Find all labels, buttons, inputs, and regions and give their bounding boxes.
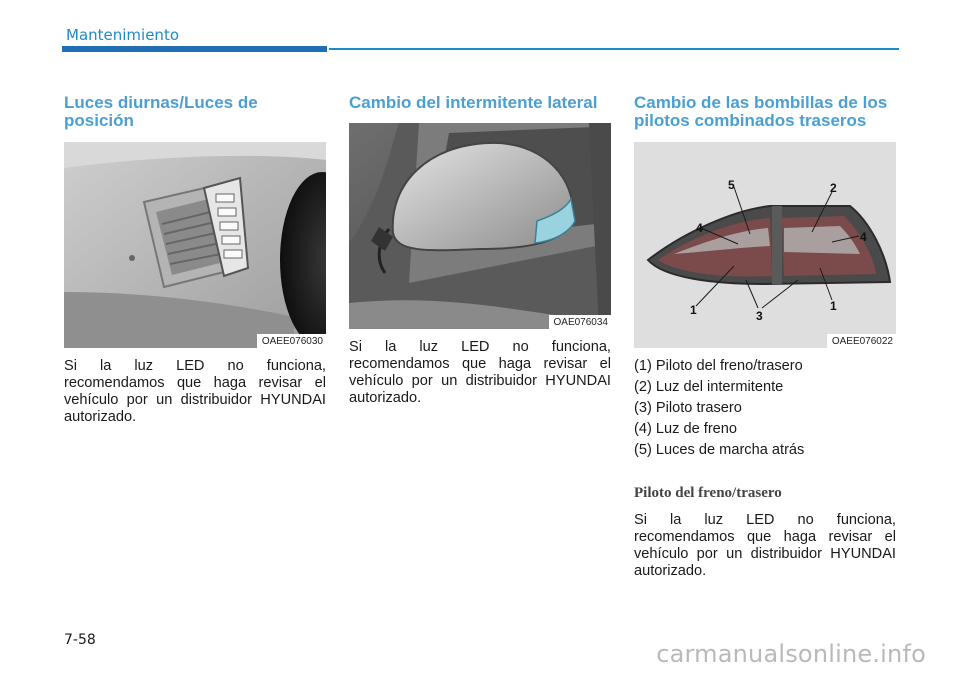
figure-caption: OAEE076022 <box>827 334 896 348</box>
figure-rear-combination-lamps <box>634 142 896 348</box>
callout-label: 4 <box>696 221 703 235</box>
column-daytime-lights <box>64 94 326 426</box>
legend-item: (3) Piloto trasero <box>634 400 742 416</box>
legend-item: (2) Luz del intermitente <box>634 379 784 395</box>
header-rule-thin <box>329 48 899 50</box>
watermark: carmanualsonline.info <box>656 640 926 668</box>
daytime-light-illustration <box>64 142 326 348</box>
mirror-indicator-illustration <box>349 123 611 329</box>
figure-caption: OAE076034 <box>549 315 612 329</box>
callout-label: 5 <box>728 178 735 192</box>
callout-label: 2 <box>830 181 837 195</box>
callout-label: 3 <box>756 309 763 323</box>
body-text: Si la luz LED no funciona, recomendamos que haga revisar el vehículo por un distribuidor HYUNDAI autorizado. <box>64 358 326 425</box>
legend-item: (4) Luz de freno <box>634 421 738 437</box>
page-number: 7-58 <box>64 632 96 648</box>
header-rule-thick <box>62 46 327 52</box>
column-title: Cambio del intermitente lateral <box>349 93 598 112</box>
callout-label: 4 <box>860 230 867 244</box>
rear-lamp-illustration <box>634 142 896 348</box>
body-text: Si la luz LED no funciona, recomendamos que haga revisar el vehículo por un distribuidor HYUNDAI autorizado. <box>349 339 611 406</box>
body-text: Si la luz LED no funciona, recomendamos que haga revisar el vehículo por un distribuidor HYUNDAI autorizado. <box>634 512 896 579</box>
column-title: Luces diurnas/Luces de posición <box>64 93 258 130</box>
callout-label: 1 <box>830 299 837 313</box>
figure-daytime-lights <box>64 142 326 348</box>
callout-label: 1 <box>690 303 697 317</box>
section-title: Mantenimiento <box>66 26 179 44</box>
subheading: Piloto del freno/trasero <box>634 485 782 501</box>
column-title: Cambio de las bombillas de los pilotos combinados traseros <box>634 93 888 130</box>
figure-caption: OAEE076030 <box>257 334 326 348</box>
legend-item: (1) Piloto del freno/trasero <box>634 358 803 374</box>
callout-legend <box>634 356 896 461</box>
column-rear-combination-lamps <box>634 94 896 580</box>
legend-item: (5) Luces de marcha atrás <box>634 442 805 458</box>
figure-side-indicator <box>349 123 611 329</box>
column-side-indicator <box>349 94 611 407</box>
